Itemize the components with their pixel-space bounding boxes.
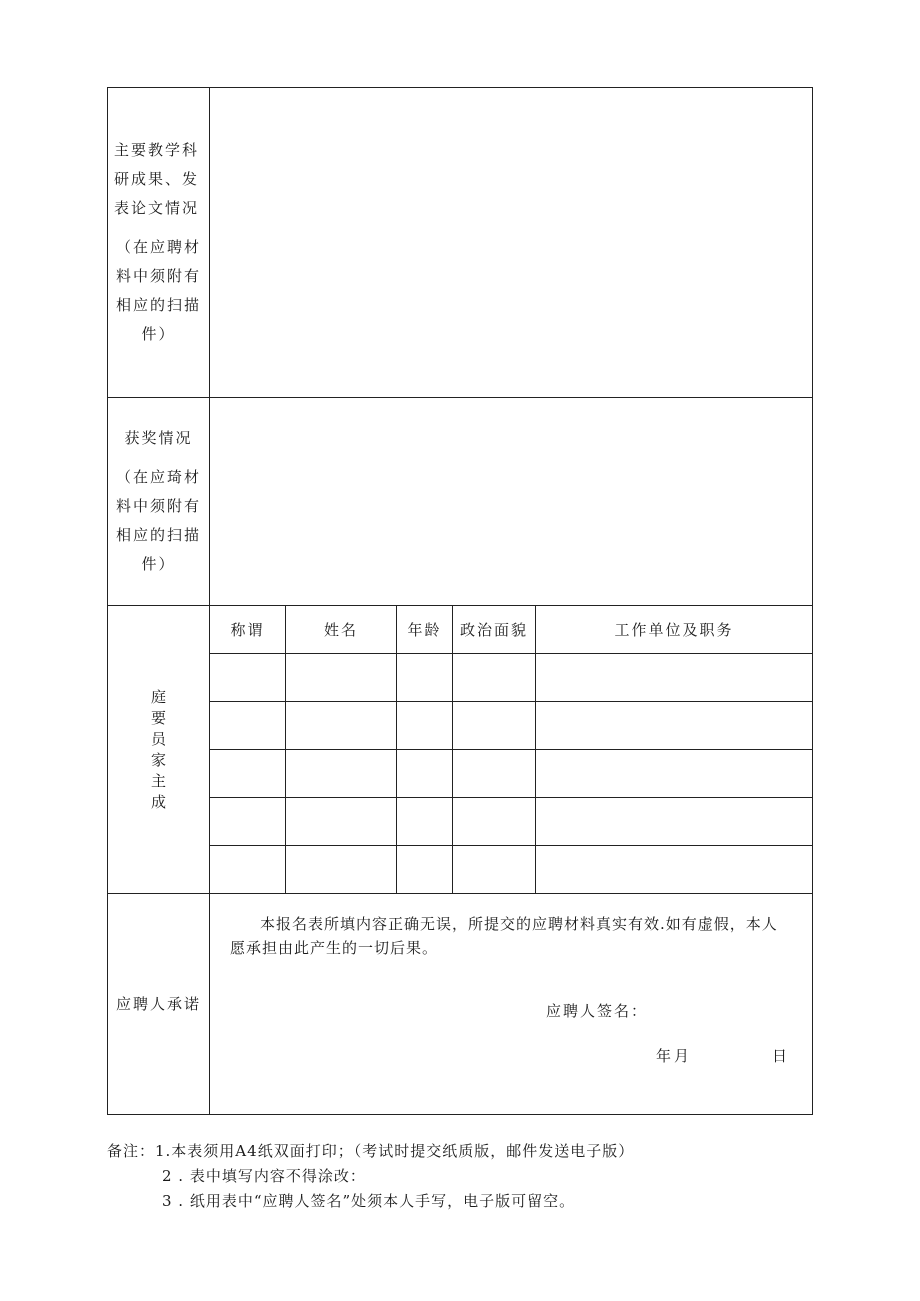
- workplace-cell[interactable]: [536, 750, 813, 798]
- workplace-cell[interactable]: [536, 846, 813, 894]
- age-cell[interactable]: [397, 702, 453, 750]
- note-line-3: 3 . 纸用表中“应聘人签名”处须本人手写，电子版可留空。: [162, 1192, 576, 1210]
- family-row: [108, 606, 813, 894]
- header-age: 年龄: [397, 606, 453, 654]
- family-label-vertical: [149, 687, 169, 813]
- family-table-cell: [210, 606, 813, 894]
- awards-label: 获奖情况: [124, 429, 193, 447]
- research-content-cell[interactable]: [210, 88, 813, 398]
- year-month-label: 年月: [656, 1047, 693, 1065]
- age-cell[interactable]: [397, 846, 453, 894]
- notes: [107, 1139, 634, 1214]
- awards-row: [108, 398, 813, 606]
- family-label-char: 主: [150, 771, 166, 790]
- awards-content-cell[interactable]: [210, 398, 813, 606]
- political-status-cell[interactable]: [453, 798, 536, 846]
- promise-content-cell: [210, 894, 813, 1115]
- promise-text: 本报名表所填内容正确无误，所提交的应聘材料真实有效.如有虚假，本人愿承担由此产生的一切后果。: [230, 915, 778, 957]
- header-political-status: 政治面貌: [453, 606, 536, 654]
- family-label-char: 要: [150, 708, 166, 727]
- workplace-cell[interactable]: [536, 654, 813, 702]
- note-line-1: 备注：1.本表须用A4纸双面打印；（考试时提交纸质版，邮件发送电子版）: [107, 1142, 635, 1160]
- awards-note: （在应琦材料中须附有相应的扫描件）: [115, 468, 201, 573]
- promise-label-cell: [108, 894, 210, 1115]
- family-table: [209, 605, 813, 894]
- header-workplace-position: 工作单位及职务: [536, 606, 813, 654]
- header-relation: 称谓: [210, 606, 286, 654]
- table-row: [210, 798, 813, 846]
- relation-cell[interactable]: [210, 702, 286, 750]
- name-cell[interactable]: [286, 798, 397, 846]
- name-cell[interactable]: [286, 750, 397, 798]
- relation-cell[interactable]: [210, 846, 286, 894]
- day-label: 日: [772, 1047, 788, 1065]
- table-row: [210, 702, 813, 750]
- age-cell[interactable]: [397, 798, 453, 846]
- workplace-cell[interactable]: [536, 798, 813, 846]
- family-label-char: 家: [150, 750, 166, 769]
- table-row: [210, 654, 813, 702]
- research-label-cell: [108, 88, 210, 398]
- age-cell[interactable]: [397, 654, 453, 702]
- political-status-cell[interactable]: [453, 750, 536, 798]
- promise-label: 应聘人承诺: [115, 994, 201, 1013]
- workplace-cell[interactable]: [536, 702, 813, 750]
- family-label-cell: [108, 606, 210, 894]
- political-status-cell[interactable]: [453, 846, 536, 894]
- name-cell[interactable]: [286, 846, 397, 894]
- relation-cell[interactable]: [210, 798, 286, 846]
- table-row: [210, 846, 813, 894]
- name-cell[interactable]: [286, 654, 397, 702]
- promise-row: [108, 894, 813, 1115]
- awards-label-cell: [108, 398, 210, 606]
- signature-label: 应聘人签名：: [546, 1002, 649, 1020]
- research-note: （在应聘材料中须附有相应的扫描件）: [115, 238, 201, 343]
- relation-cell[interactable]: [210, 750, 286, 798]
- header-name: 姓名: [286, 606, 397, 654]
- note-line-2: 2 . 表中填写内容不得涂改：: [162, 1167, 366, 1185]
- family-header-row: [210, 606, 813, 654]
- research-label: 主要教学科研成果、发表论文情况: [114, 141, 200, 217]
- date-line: [210, 1045, 812, 1069]
- research-row: [108, 88, 813, 398]
- table-row: [210, 750, 813, 798]
- name-cell[interactable]: [286, 702, 397, 750]
- application-form-table: [107, 87, 813, 1115]
- family-label-char: 成: [150, 792, 166, 811]
- political-status-cell[interactable]: [453, 654, 536, 702]
- family-label-char: 员: [150, 729, 166, 748]
- family-label-char: 庭: [150, 687, 166, 706]
- age-cell[interactable]: [397, 750, 453, 798]
- relation-cell[interactable]: [210, 654, 286, 702]
- political-status-cell[interactable]: [453, 702, 536, 750]
